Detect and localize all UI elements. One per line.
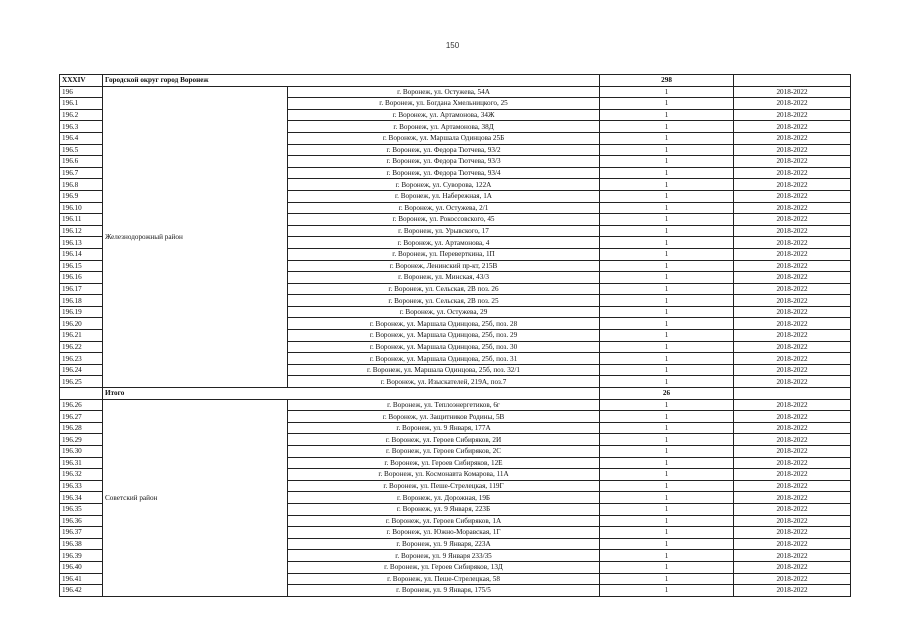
row-address: г. Воронеж, ул. 9 Января, 177А — [288, 422, 600, 434]
row-years: 2018-2022 — [734, 411, 851, 423]
row-address: г. Воронеж, ул. Маршала Одинцова, 25б, поз. 32/1 — [288, 364, 600, 376]
row-number: 196.6 — [60, 156, 103, 168]
district-name: Железнодорожный район — [103, 86, 288, 387]
row-years: 2018-2022 — [734, 341, 851, 353]
row-years: 2018-2022 — [734, 399, 851, 411]
row-years: 2018-2022 — [734, 109, 851, 121]
row-years: 2018-2022 — [734, 480, 851, 492]
row-number: 196.28 — [60, 422, 103, 434]
row-count: 1 — [600, 202, 734, 214]
row-address: г. Воронеж, ул. 9 Января 233/35 — [288, 550, 600, 562]
subtotal-label: Итого — [103, 388, 600, 400]
row-count: 1 — [600, 353, 734, 365]
row-address: г. Воронеж, ул. Артамонова, 34Ж — [288, 109, 600, 121]
row-number: 196.27 — [60, 411, 103, 423]
row-number: 196.19 — [60, 306, 103, 318]
subtotal-years-cell — [734, 388, 851, 400]
page-number: 150 — [445, 41, 460, 50]
subtotal-count: 26 — [600, 388, 734, 400]
row-years: 2018-2022 — [734, 573, 851, 585]
row-address: г. Воронеж, ул. Артамонова, 4 — [288, 237, 600, 249]
row-years: 2018-2022 — [734, 179, 851, 191]
row-number: 196.11 — [60, 214, 103, 226]
row-address: г. Воронеж, ул. Маршала Одинцова, 25б, поз. 31 — [288, 353, 600, 365]
row-years: 2018-2022 — [734, 202, 851, 214]
row-years: 2018-2022 — [734, 527, 851, 539]
row-count: 1 — [600, 144, 734, 156]
row-years: 2018-2022 — [734, 503, 851, 515]
subtotal-empty-cell — [60, 388, 103, 400]
row-years: 2018-2022 — [734, 225, 851, 237]
row-years: 2018-2022 — [734, 98, 851, 110]
row-number: 196.7 — [60, 167, 103, 179]
row-count: 1 — [600, 225, 734, 237]
row-address: г. Воронеж, ул. Переверткина, 1П — [288, 248, 600, 260]
row-address: г. Воронеж, ул. Пеше-Стрелецкая, 119Г — [288, 480, 600, 492]
row-address: г. Воронеж, ул. Героев Сибиряков, 2И — [288, 434, 600, 446]
row-count: 1 — [600, 364, 734, 376]
row-count: 1 — [600, 272, 734, 284]
row-count: 1 — [600, 330, 734, 342]
row-years: 2018-2022 — [734, 237, 851, 249]
row-years: 2018-2022 — [734, 585, 851, 597]
row-count: 1 — [600, 156, 734, 168]
row-count: 1 — [600, 295, 734, 307]
row-address: г. Воронеж, ул. 9 Января, 223А — [288, 538, 600, 550]
row-number: 196.2 — [60, 109, 103, 121]
row-number: 196.24 — [60, 364, 103, 376]
row-count: 1 — [600, 422, 734, 434]
row-years: 2018-2022 — [734, 318, 851, 330]
row-number: 196.23 — [60, 353, 103, 365]
row-years: 2018-2022 — [734, 214, 851, 226]
row-years: 2018-2022 — [734, 492, 851, 504]
row-address: г. Воронеж, ул. Остужева, 2/1 — [288, 202, 600, 214]
row-count: 1 — [600, 132, 734, 144]
row-years: 2018-2022 — [734, 132, 851, 144]
row-years: 2018-2022 — [734, 550, 851, 562]
row-number: 196.37 — [60, 527, 103, 539]
row-address: г. Воронеж, ул. Защитников Родины, 5В — [288, 411, 600, 423]
row-number: 196.34 — [60, 492, 103, 504]
row-years: 2018-2022 — [734, 260, 851, 272]
row-address: г. Воронеж, ул. Героев Сибиряков, 2С — [288, 446, 600, 458]
row-number: 196.1 — [60, 98, 103, 110]
row-address: г. Воронеж, ул. Богдана Хмельницкого, 25 — [288, 98, 600, 110]
district-name: Советский район — [103, 399, 288, 596]
row-count: 1 — [600, 283, 734, 295]
row-years: 2018-2022 — [734, 422, 851, 434]
objects-table — [59, 74, 851, 597]
row-number: 196.14 — [60, 248, 103, 260]
row-years: 2018-2022 — [734, 457, 851, 469]
row-years: 2018-2022 — [734, 353, 851, 365]
row-number: 196.26 — [60, 399, 103, 411]
row-count: 1 — [600, 214, 734, 226]
row-number: 196.25 — [60, 376, 103, 388]
row-count: 1 — [600, 492, 734, 504]
row-address: г. Воронеж, ул. Остужева, 29 — [288, 306, 600, 318]
row-years: 2018-2022 — [734, 190, 851, 202]
row-address: г. Воронеж, ул. Рокоссовского, 45 — [288, 214, 600, 226]
row-number: 196.35 — [60, 503, 103, 515]
row-address: г. Воронеж, ул. Остужева, 54А — [288, 86, 600, 98]
row-count: 1 — [600, 480, 734, 492]
section-header-row — [60, 75, 851, 87]
row-number: 196.4 — [60, 132, 103, 144]
row-count: 1 — [600, 306, 734, 318]
row-count: 1 — [600, 457, 734, 469]
section-title: Городской округ город Воронеж — [103, 75, 600, 87]
row-years: 2018-2022 — [734, 86, 851, 98]
row-count: 1 — [600, 167, 734, 179]
row-address: г. Воронеж, Ленинский пр-кт, 215В — [288, 260, 600, 272]
row-number: 196.36 — [60, 515, 103, 527]
row-count: 1 — [600, 434, 734, 446]
row-count: 1 — [600, 121, 734, 133]
row-count: 1 — [600, 86, 734, 98]
row-address: г. Воронеж, ул. 9 Января, 223Б — [288, 503, 600, 515]
subtotal-row — [60, 388, 851, 400]
row-number: 196.9 — [60, 190, 103, 202]
row-address: г. Воронеж, ул. Дорожная, 19Б — [288, 492, 600, 504]
row-years: 2018-2022 — [734, 167, 851, 179]
row-address: г. Воронеж, ул. Теплоэнергетиков, 6г — [288, 399, 600, 411]
row-count: 1 — [600, 318, 734, 330]
row-years: 2018-2022 — [734, 121, 851, 133]
row-address: г. Воронеж, ул. Героев Сибиряков, 13Д — [288, 561, 600, 573]
row-address: г. Воронеж, ул. Пеше-Стрелецкая, 58 — [288, 573, 600, 585]
row-address: г. Воронеж, ул. Героев Сибиряков, 12Е — [288, 457, 600, 469]
section-total: 298 — [600, 75, 734, 87]
row-number: 196.21 — [60, 330, 103, 342]
row-number: 196.33 — [60, 480, 103, 492]
row-address: г. Воронеж, ул. Федора Тютчева, 93/2 — [288, 144, 600, 156]
row-years: 2018-2022 — [734, 376, 851, 388]
row-address: г. Воронеж, ул. Космонавта Комарова, 11А — [288, 469, 600, 481]
row-years: 2018-2022 — [734, 330, 851, 342]
row-count: 1 — [600, 469, 734, 481]
row-count: 1 — [600, 376, 734, 388]
row-number: 196.3 — [60, 121, 103, 133]
row-count: 1 — [600, 561, 734, 573]
row-years: 2018-2022 — [734, 364, 851, 376]
row-number: 196.16 — [60, 272, 103, 284]
row-address: г. Воронеж, ул. Героев Сибиряков, 1А — [288, 515, 600, 527]
row-number: 196.31 — [60, 457, 103, 469]
row-number: 196.32 — [60, 469, 103, 481]
row-count: 1 — [600, 503, 734, 515]
row-count: 1 — [600, 527, 734, 539]
row-count: 1 — [600, 538, 734, 550]
row-address: г. Воронеж, ул. Суворова, 122А — [288, 179, 600, 191]
table-row — [60, 399, 851, 411]
row-number: 196.5 — [60, 144, 103, 156]
row-count: 1 — [600, 446, 734, 458]
row-count: 1 — [600, 260, 734, 272]
row-number: 196.8 — [60, 179, 103, 191]
objects-table-body — [60, 75, 851, 597]
row-number: 196.30 — [60, 446, 103, 458]
row-count: 1 — [600, 248, 734, 260]
row-count: 1 — [600, 411, 734, 423]
row-address: г. Воронеж, ул. Маршала Одинцова, 25б, поз. 29 — [288, 330, 600, 342]
row-years: 2018-2022 — [734, 434, 851, 446]
table-row — [60, 86, 851, 98]
row-count: 1 — [600, 98, 734, 110]
row-address: г. Воронеж, ул. Федора Тютчева, 93/3 — [288, 156, 600, 168]
row-years: 2018-2022 — [734, 538, 851, 550]
row-count: 1 — [600, 573, 734, 585]
row-address: г. Воронеж, ул. Урывского, 17 — [288, 225, 600, 237]
section-years-cell — [734, 75, 851, 87]
row-years: 2018-2022 — [734, 283, 851, 295]
row-count: 1 — [600, 341, 734, 353]
row-address: г. Воронеж, ул. Южно-Моравская, 1Г — [288, 527, 600, 539]
row-years: 2018-2022 — [734, 561, 851, 573]
row-number: 196.22 — [60, 341, 103, 353]
row-count: 1 — [600, 585, 734, 597]
row-count: 1 — [600, 179, 734, 191]
section-code: XXXIV — [60, 75, 103, 87]
row-number: 196.13 — [60, 237, 103, 249]
row-address: г. Воронеж, ул. Сельская, 2В поз. 26 — [288, 283, 600, 295]
row-count: 1 — [600, 550, 734, 562]
row-years: 2018-2022 — [734, 295, 851, 307]
row-address: г. Воронеж, ул. Минская, 43/3 — [288, 272, 600, 284]
row-years: 2018-2022 — [734, 446, 851, 458]
row-years: 2018-2022 — [734, 272, 851, 284]
row-number: 196 — [60, 86, 103, 98]
row-years: 2018-2022 — [734, 144, 851, 156]
row-address: г. Воронеж, ул. Изыскателей, 219А, поз.7 — [288, 376, 600, 388]
row-number: 196.15 — [60, 260, 103, 272]
row-address: г. Воронеж, ул. Сельская, 2В поз. 25 — [288, 295, 600, 307]
row-number: 196.41 — [60, 573, 103, 585]
row-number: 196.10 — [60, 202, 103, 214]
row-number: 196.39 — [60, 550, 103, 562]
row-address: г. Воронеж, ул. 9 Января, 175/5 — [288, 585, 600, 597]
row-address: г. Воронеж, ул. Артамонова, 38Д — [288, 121, 600, 133]
row-address: г. Воронеж, ул. Маршала Одинцова, 25б, поз. 28 — [288, 318, 600, 330]
row-number: 196.38 — [60, 538, 103, 550]
row-address: г. Воронеж, ул. Маршала Одинцова 25Б — [288, 132, 600, 144]
row-address: г. Воронеж, ул. Федора Тютчева, 93/4 — [288, 167, 600, 179]
row-count: 1 — [600, 109, 734, 121]
row-address: г. Воронеж, ул. Набережная, 1А — [288, 190, 600, 202]
row-count: 1 — [600, 399, 734, 411]
row-count: 1 — [600, 237, 734, 249]
row-years: 2018-2022 — [734, 515, 851, 527]
row-years: 2018-2022 — [734, 469, 851, 481]
row-number: 196.17 — [60, 283, 103, 295]
row-address: г. Воронеж, ул. Маршала Одинцова, 25б, поз. 30 — [288, 341, 600, 353]
row-number: 196.20 — [60, 318, 103, 330]
row-years: 2018-2022 — [734, 306, 851, 318]
row-number: 196.29 — [60, 434, 103, 446]
row-number: 196.12 — [60, 225, 103, 237]
row-number: 196.18 — [60, 295, 103, 307]
row-years: 2018-2022 — [734, 248, 851, 260]
row-count: 1 — [600, 515, 734, 527]
row-count: 1 — [600, 190, 734, 202]
row-number: 196.42 — [60, 585, 103, 597]
row-number: 196.40 — [60, 561, 103, 573]
row-years: 2018-2022 — [734, 156, 851, 168]
